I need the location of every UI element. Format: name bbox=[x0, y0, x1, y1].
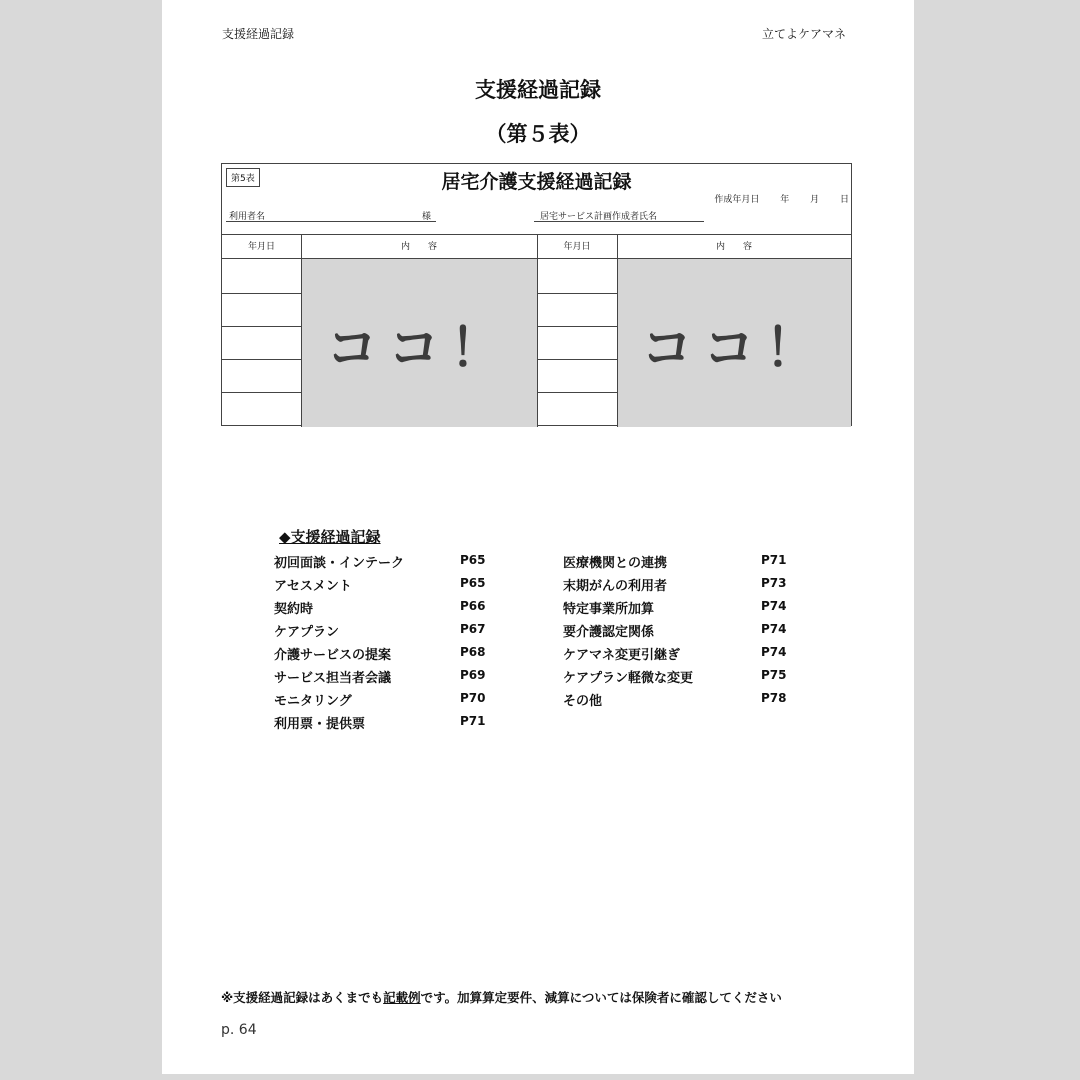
grid-row-line bbox=[222, 359, 301, 360]
grid-row-line bbox=[537, 293, 617, 294]
index-page: P68 bbox=[460, 645, 486, 659]
grid-row-line bbox=[222, 293, 301, 294]
col-content-left: 内 容 bbox=[301, 235, 537, 259]
index-page: P67 bbox=[460, 622, 486, 636]
index-item: アセスメント bbox=[274, 579, 352, 594]
index-item: ケアプラン軽微な変更 bbox=[563, 671, 694, 686]
form-sama: 様 bbox=[422, 212, 432, 222]
highlight-text-right: ココ！ bbox=[640, 318, 827, 379]
page-title: 支援経過記録 bbox=[475, 78, 601, 102]
form-sample bbox=[221, 163, 852, 426]
form-user-label: 利用者名 bbox=[229, 212, 266, 222]
footnote bbox=[221, 988, 782, 1006]
page-subtitle: （第５表） bbox=[485, 122, 591, 146]
col-date-right: 年月日 bbox=[537, 235, 617, 259]
index-item: 初回面談・インテーク bbox=[274, 556, 405, 571]
form-title: 居宅介護支援経過記録 bbox=[441, 171, 632, 193]
grid-row-line bbox=[537, 392, 617, 393]
col-date-left: 年月日 bbox=[222, 235, 301, 259]
grid-row-line bbox=[537, 359, 617, 360]
header-right: 立てよケアマネ bbox=[761, 27, 846, 41]
form-badge: 第5表 bbox=[226, 168, 260, 187]
index-page: P74 bbox=[761, 622, 787, 636]
index-item: サービス担当者会議 bbox=[274, 671, 392, 686]
document-page bbox=[162, 0, 914, 1074]
footnote-after: です。加算算定要件、減算については保険者に確認してください bbox=[420, 990, 782, 1005]
grid-divider bbox=[537, 235, 538, 427]
index-page: P78 bbox=[761, 691, 787, 705]
index-item: その他 bbox=[563, 694, 603, 709]
grid-row-line bbox=[537, 326, 617, 327]
index-page: P70 bbox=[460, 691, 486, 705]
index-page: P66 bbox=[460, 599, 486, 613]
grid-row-line bbox=[222, 392, 301, 393]
index-item: ケアプラン bbox=[274, 625, 340, 640]
index-item: 末期がんの利用者 bbox=[563, 579, 668, 594]
index-item: 特定事業所加算 bbox=[563, 602, 655, 617]
index-item: 要介護認定関係 bbox=[563, 625, 655, 640]
index-page: P65 bbox=[460, 553, 486, 567]
index-item: 契約時 bbox=[274, 602, 314, 617]
index-item: モニタリング bbox=[274, 694, 352, 709]
form-planner-underline bbox=[534, 221, 704, 222]
index-page: P71 bbox=[761, 553, 787, 567]
form-grid bbox=[222, 234, 851, 427]
index-item: 利用票・提供票 bbox=[274, 717, 366, 732]
index-item: 介護サービスの提案 bbox=[274, 648, 392, 663]
header-left: 支援経過記録 bbox=[222, 27, 295, 41]
footnote-before: ※支援経過記録はあくまでも bbox=[221, 990, 384, 1005]
footnote-underlined: 記載例 bbox=[383, 990, 421, 1005]
page-number: p. 64 bbox=[221, 1022, 257, 1038]
form-date-label: 作成年月日 年 月 日 bbox=[714, 195, 849, 205]
index-page: P74 bbox=[761, 645, 787, 659]
grid-row-line bbox=[222, 326, 301, 327]
form-planner-label: 居宅サービス計画作成者氏名 bbox=[540, 212, 658, 222]
index-page: P73 bbox=[761, 576, 787, 590]
index-item: ケアマネ変更引継ぎ bbox=[563, 648, 681, 663]
index-page: P65 bbox=[460, 576, 486, 590]
index-page: P71 bbox=[460, 714, 486, 728]
index-page: P69 bbox=[460, 668, 486, 682]
highlight-text-left: ココ！ bbox=[325, 318, 512, 379]
index-item: 医療機関との連携 bbox=[563, 556, 668, 571]
index-page: P75 bbox=[761, 668, 787, 682]
index-heading: ◆支援経過記録 bbox=[279, 528, 381, 546]
form-user-underline bbox=[226, 221, 436, 222]
col-content-right: 内 容 bbox=[617, 235, 851, 259]
index-page: P74 bbox=[761, 599, 787, 613]
